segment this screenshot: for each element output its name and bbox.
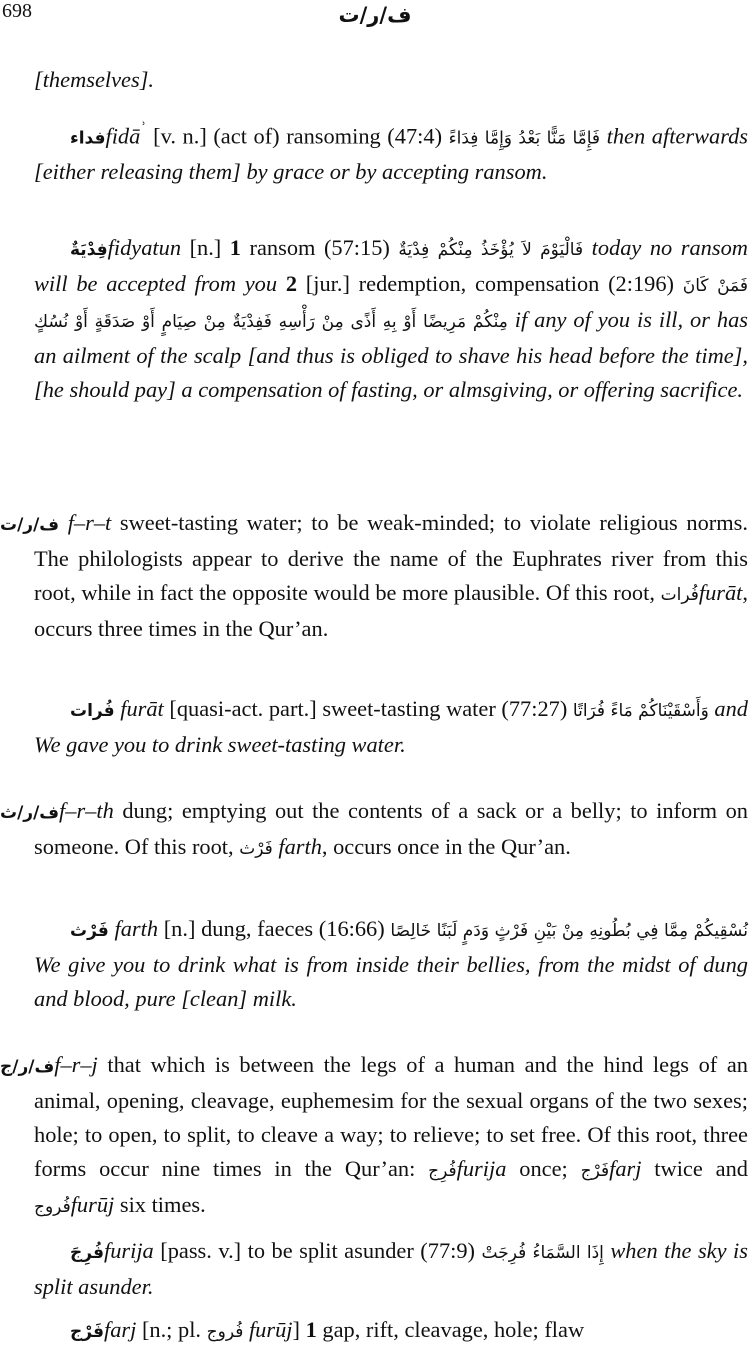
quran-quote: إِذَا السَّمَاءُ فُرِجَتْ [481,1243,604,1263]
grammar: [v. n.] (act of) ransoming (47:4) [153,123,443,149]
page-header: ف/ر/ت [338,3,412,27]
headword-arabic: فداء [70,128,106,149]
root-arabic: ف/ر/ث [0,803,60,823]
quran-quote: فَمَنْ كَانَ مِنْكُمْ مَرِيضًا أَوْ بِهِ أَذًى مِنْ رَأْسِهِ فَفِدْيَةٌ مِنْ صِيَامٍ أَوْ صَدَقَةٍ أَوْ نُسُكٍ [34,276,748,332]
root-f-r-t: ف/ر/ت f–r–t sweet-tasting water; to be weak-minded; to violate religious norms. The philologists appear to derive the name of the Euphrates river from this root, while in fact the opposite would be more plausible. Of this root, فُراتfurāt, occurs three times in the Qur’an. [0,510,748,641]
root-f-r-th: ف/ر/ثf–r–th dung; emptying out the contents of a sack or a belly; to inform on someone. Of this root, فَرْث farth, occurs once in the Qur’an. [0,798,748,859]
root-translit: f–r–t [67,510,112,535]
quran-quote: فَإِمَّا مَنًّا بَعْدُ وَإِمَّا فِدَاءً [448,128,601,149]
entry-furija: فُرِجَfurija [pass. v.] to be split asunder (77:9) إِذَا السَّمَاءُ فُرِجَتْ when the sky is split asunder. [34,1238,748,1299]
root-translit: f–r–j [54,1052,98,1077]
headword-arabic: فَرْث [70,921,109,941]
quran-quote: وَأَسْقَيْنَاكُمْ مَاءً فُرَاتًا [572,701,709,721]
headword: fidyatun [107,235,182,260]
entry-furat: فُرات furāt [quasi-act. part.] sweet-tasting water (77:27) وَأَسْقَيْنَاكُمْ مَاءً فُرَاتًا and We gave you to drink sweet-tasting water. [34,696,748,757]
headword: farth [114,916,159,941]
entry-fidyatun: فِدْيَةٌfidyatun [n.] 1 ransom (57:15) فَالْيَوْمَ لاَ يُؤْخَذُ مِنْكُمْ فِدْيَةٌ today no ransom will be accepted from you 2 [jur.] redemption, compensation (2:196) فَمَنْ كَانَ مِنْكُمْ مَرِيضًا أَوْ بِهِ أَذًى مِنْ رَأْسِهِ فَفِدْيَةٌ مِنْ صِيَامٍ أَوْ صَدَقَةٍ أَوْ نُسُكٍ if any of you is ill, or has an ailment of the scalp [and thus is obliged to shave his head before the time], [he should pay] a compensation of fasting, or almsgiving, or offering sacrifice. [34,235,748,402]
headword-arabic: فَرْج [70,1322,104,1342]
headword-arabic: فُرات [70,701,115,721]
root-translit: f–r–th [59,798,114,823]
headword: fidā [105,123,141,149]
entry-fida: فداءfidā$^ʾ$ [v. n.] (act of) ransoming (47:4) فَإِمَّا مَنًّا بَعْدُ وَإِمَّا فِدَاءً then afterwards [either releasing them] by grace or by accepting ransom. [34,119,748,185]
entry-farj: فَرْجfarj [n.; pl. فُروج furūj] 1 gap, rift, cleavage, hole; flaw [70,1317,585,1342]
root-arabic: ف/ر/ج [0,1057,55,1077]
entry-farth: فَرْث farth [n.] dung, faeces (16:66) نُسْقِيكُمْ مِمَّا فِي بُطُونِهِ مِنْ بَيْنِ فَرْثٍ وَدَمٍ لَبَنًا خَالِصًا We give you to drink what is from inside their bellies, from the midst of dung and blood, pure [clean] milk. [34,916,748,1011]
headword: furija [103,1238,154,1263]
headword-arabic: فُرِجَ [70,1243,104,1263]
quran-quote: فَالْيَوْمَ لاَ يُؤْخَذُ مِنْكُمْ فِدْيَةٌ [398,240,584,260]
translation: then afterwards [either releasing them] by grace or by accepting ransom. [34,123,748,185]
root-f-r-j: ف/ر/جf–r–j that which is between the legs of a human and the hind legs of an animal, opening, cleavage, euphemesim for the sexual organs of the two sexes; hole; to open, to split, to cleave a way; to relieve; to set free. Of this root, three forms occur nine times in the Qur’an: فُرِجfurija once; فَرْجfarj twice and فُروجfurūj six times. [0,1052,748,1217]
root-arabic: ف/ر/ت [0,515,60,535]
headword: farj [103,1317,137,1342]
quran-quote: نُسْقِيكُمْ مِمَّا فِي بُطُونِهِ مِنْ بَيْنِ فَرْثٍ وَدَمٍ لَبَنًا خَالِصًا [390,921,748,941]
headword-arabic: فِدْيَةٌ [70,240,108,260]
headword: furāt [120,696,164,721]
entry-continuation: [themselves]. [34,67,155,92]
page-number: 698 [2,0,32,22]
